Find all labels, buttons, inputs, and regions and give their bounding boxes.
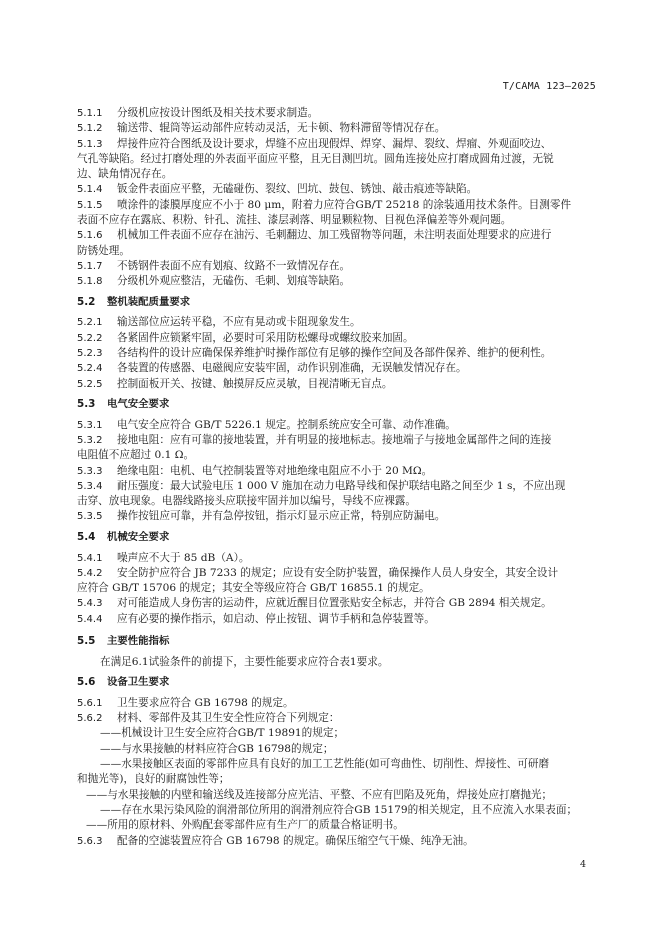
clause-5-3-4 [77,479,592,494]
clause-5-4-2 [77,566,592,581]
clause-text: 对可能造成人身伤害的运动件，应就近醒目位置张贴安全标志，并符合 GB 2894 相关规定。 [117,597,552,610]
clause-5-4-4 [77,612,592,627]
clause-number: 5.6.3 [77,835,103,847]
clause-5-3-1 [77,418,592,433]
clause-text-continued: 边、缺角情况存在。 [77,168,173,181]
clause-number: 5.1.4 [77,184,103,196]
clause-number: 5.2.4 [77,363,103,375]
page-number: 4 [580,859,587,870]
section-heading-5-3 [77,397,592,412]
clause-text-continued: 防锈处理。 [77,244,130,257]
clause-text: 喷涂件的漆膜厚度应不小于 80 μm，附着力应符合GB/T 25218 的涂装通用技术条件。目测零件 [117,198,572,211]
clause-5-2-2 [77,331,592,346]
clause-5-3-5 [77,509,592,524]
clause-text: 输送带、辊筒等运动部件应转动灵活，无卡顿、物料滞留等情况存在。 [117,122,446,135]
section-title: 主要性能指标 [107,635,170,647]
clause-text: 绝缘电阻：电机、电气控制装置等对地绝缘电阻应不小于 20 MΩ。 [117,464,433,477]
clause-number: 5.1.3 [77,138,103,150]
clause-5-1-5 [77,198,592,213]
section-number: 5.4 [77,530,96,543]
clause-text: 不锈钢件表面不应有划痕、纹路不一致情况存在。 [117,259,351,272]
section-5-5-paragraph: 在满足6.1试验条件的前提下，主要性能要求应符合表1要求。 [100,655,389,668]
list-item: ——所用的原材料、外购配套零部件应有生产厂的质量合格证明书。 [86,819,404,832]
clause-number: 5.4.2 [77,567,103,579]
clause-text: 材料、零部件及其卫生安全性应符合下列规定： [117,712,340,725]
clause-5-2-3 [77,346,592,361]
clause-number: 5.1.5 [77,199,103,211]
section-heading-5-5 [77,634,592,649]
clause-number: 5.4.3 [77,598,103,610]
clause-number: 5.3.5 [77,511,103,523]
section-title: 电气安全要求 [107,397,170,410]
list-item-continued: 和抛光等)，良好的耐腐蚀性等； [77,773,230,786]
clause-number: 5.1.7 [77,260,103,272]
clause-number: 5.1.8 [77,276,103,288]
clause-text: 操作按钮应可靠，并有急停按钮，指示灯显示应正常，特别应防漏电。 [117,510,446,523]
clause-text: 电气安全应符合 GB/T 5226.1 规定。控制系统应安全可靠、动作准确。 [117,418,456,431]
clause-number: 5.1.2 [77,123,103,135]
clause-text: 耐压强度：最大试验电压 1 000 V 施加在动力电路导线和保护联结电路之间至少 1 s，不应出现 [117,479,566,492]
clause-number: 5.1.6 [77,230,103,242]
clause-5-1-2 [77,121,592,136]
list-item: ——与水果接触的材料应符合GB 16798的规定； [100,742,334,755]
document-body [77,106,592,849]
clause-text-continued: 击穿、放电现象。电器线路接头应联接牢固并加以编号，导线不应裸露。 [77,495,416,508]
section-title: 整机装配质量要求 [107,295,191,308]
clause-5-2-5 [77,377,592,392]
section-number: 5.3 [77,397,96,410]
section-title: 设备卫生要求 [107,676,170,689]
list-item: ——存在水果污染风险的润滑部位所用的润滑剂应符合GB 15179的相关规定，且不应流入水果表面； [100,803,578,816]
clause-number: 5.1.1 [77,108,103,119]
clause-text: 应有必要的操作指示，如启动、停止按钮、调节手柄和急停装置等。 [117,612,435,625]
clause-number: 5.2.5 [77,378,103,390]
clause-text: 控制面板开关、按键、触摸屏反应灵敏，目视清晰无盲点。 [117,377,393,390]
clause-text: 各紧固件应锁紧牢固，必要时可采用防松螺母或螺纹胶来加固。 [117,331,414,344]
clause-5-6-2 [77,711,592,726]
clause-number: 5.4.4 [77,613,103,625]
clause-text: 卫生要求应符合 GB 16798 的规定。 [117,696,294,709]
clause-5-1-3 [77,137,592,152]
clause-text: 钣金件表面应平整，无磕碰伤、裂纹、凹坑、鼓包、锈蚀、敲击痕迹等缺陷。 [117,183,478,196]
clause-5-2-1 [77,315,592,330]
clause-text: 各结构件的设计应确保保养维护时操作部位有足够的操作空间及各部件保养、维护的便利性。 [117,346,552,359]
clause-5-1-6 [77,228,592,243]
clause-number: 5.2.3 [77,347,103,359]
clause-5-4-1 [77,551,592,566]
clause-text: 配备的空滤装置应符合 GB 16798 的规定。确保压缩空气干燥、纯净无油。 [117,834,474,847]
clause-number: 5.3.1 [77,419,103,431]
clause-5-3-3 [77,464,592,479]
clause-5-6-1 [77,696,592,711]
clause-number: 5.2.2 [77,332,103,344]
section-number: 5.2 [77,295,96,308]
clause-number: 5.3.2 [77,434,103,446]
clause-text: 接地电阻：应有可靠的接地装置，并有明显的接地标志。接地端子与接地金属部件之间的连接 [117,433,552,446]
clause-text-continued: 电阻值不应超过 0.1 Ω。 [77,449,195,462]
clause-5-4-3 [77,596,592,611]
section-heading-5-6 [77,675,592,690]
clause-text: 机械加工件表面不应存在油污、毛刺翻边、加工残留物等问题，未注明表面处理要求的应进行 [117,229,552,242]
clause-number: 5.6.2 [77,713,103,725]
section-title: 机械安全要求 [107,530,170,543]
clause-text: 分级机应按设计图纸及相关技术要求制造。 [117,107,319,119]
standard-code-header: T/CAMA 123—2025 [502,81,596,92]
clause-number: 5.4.1 [77,552,103,564]
clause-number: 5.2.1 [77,317,103,329]
clause-text: 焊接件应符合图纸及设计要求，焊缝不应出现假焊、焊穿、漏焊、裂纹、焊瘤、外观面咬边、 [117,137,552,150]
clause-number: 5.3.3 [77,465,103,477]
clause-5-6-3 [77,834,592,849]
clause-number: 5.6.1 [77,697,103,709]
clause-text-continued: 气孔等缺陷。经过打磨处理的外表面平面应平整，且无目测凹坑。圆角连接处应打磨成圆角过渡，无锐 [77,152,554,165]
clause-text: 输送部位应运转平稳，不应有晃动或卡阻现象发生。 [117,316,361,329]
section-number: 5.5 [77,635,96,647]
clause-text: 各装置的传感器、电磁阀应安装牢固，动作识别准确，无误触发情况存在。 [117,362,467,375]
clause-text-continued: 应符合 GB/T 15706 的规定；其安全等级应符合 GB/T 16855.1 的规定。 [77,582,430,595]
clause-text: 分级机外观应整洁，无磕伤、毛刺、划痕等缺陷。 [117,275,351,288]
clause-5-1-8 [77,274,592,289]
section-heading-5-4 [77,530,592,545]
section-heading-5-2 [77,295,592,310]
clause-text: 噪声应不大于 85 dB（A）。 [117,551,250,564]
clause-number: 5.3.4 [77,480,103,492]
list-item: ——与水果接触的内壁和输送线及连接部分应光洁、平整、不应有凹陷及死角，焊接处应打磨抛光； [86,788,553,801]
clause-5-1-7 [77,259,592,274]
list-item: ——水果接触区表面的零部件应具有良好的加工工艺性能(如可弯曲性、切削性、焊接性、可研磨 [100,758,550,771]
list-item: ——机械设计卫生安全应符合GB/T 19891的规定； [100,727,345,740]
clause-5-1-1 [77,106,592,121]
clause-text: 安全防护应符合 JB 7233 的规定；应设有安全防护装置，确保操作人员人身安全，其安全设计 [117,566,559,579]
clause-text-continued: 表面不应存在露底、积粉、针孔、流挂、漆层剥落、明显颗粒物、目视色泽偏差等外观问题。 [77,214,512,227]
section-number: 5.6 [77,676,96,689]
clause-5-3-2 [77,433,592,448]
clause-5-1-4 [77,182,592,197]
clause-5-2-4 [77,361,592,376]
